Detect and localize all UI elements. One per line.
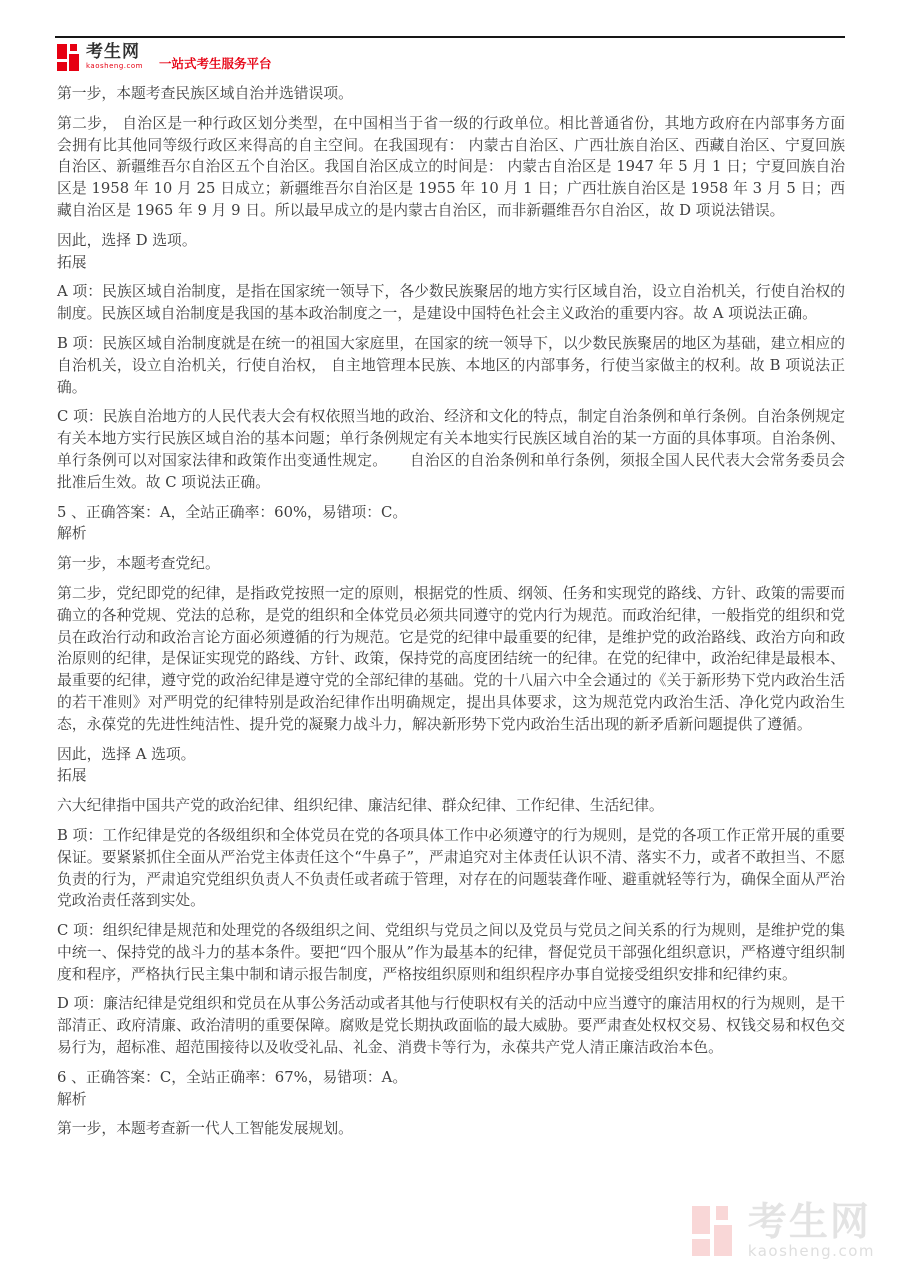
section-label: 解析 bbox=[57, 1090, 87, 1108]
logo-block bbox=[57, 44, 67, 59]
option-b-paragraph: B 项：工作纪律是党的各级组织和全体党员在党的各项具体工作中必须遵守的行为规则，是党的各项工作正常开展的重要保证。要紧紧抓住全面从严治党主体责任这个“牛鼻子”，严肃追究对主体责任认识不清、落实不力，或者不敢担当、不愿负责的行为，严肃追究党组织负责人不负责任或者疏于管理，对存在的问题装聋作哑、避重就轻等行为，确保全面从严治党政治责任落到实处。 bbox=[57, 826, 845, 910]
step2-paragraph: 第二步，党纪即党的纪律，是指政党按照一定的原则，根据党的性质、纲领、任务和实现党的路线、方针、政策的需要而确立的各种党规、党法的总称，是党的组织和全体党员必须共同遵守的党内行为规范。而政治纪律，一般指党的组织和党员在政治行动和政治言论方面必须遵循的行为规范。它是党的纪律中最重要的纪律，是维护党的政治路线、政治方向和政治原则的纪律，是保证实现党的路线、方针、政策，保持党的高度团结统一的纪律。在党的纪律中，政治纪律是最根本、最重要的纪律，遵守党的政治纪律是遵守党的全部纪律的基础。党的十八届六中全会通过的《关于新形势下党内政治生活的若干准则》对严明党的纪律特别是政治纪律作出明确规定，提出具体要求，这为规范党内政治生活、净化党内政治生态，永葆党的先进性纯洁性、提升党的凝聚力战斗力，解决新形势下党内政治生活出现的新矛盾新问题提供了遵循。 bbox=[57, 584, 845, 733]
option-c-paragraph: C 项：民族自治地方的人民代表大会有权依照当地的政治、经济和文化的特点，制定自治条例和单行条例。自治条例规定有关本地方实行民族区域自治的基本问题；单行条例规定有关本地实行民族区域自治的某一方面的具体事项。自治条例、单行条例可以对国家法律和政策作出变通性规定。 自治区的自治条例和单行条例，须报全国人民代表大会常务委员会批准后生效。故 C 项说法正确。 bbox=[57, 408, 845, 491]
conclusion-block bbox=[57, 744, 845, 788]
option-c-paragraph: C 项：组织纪律是规范和处理党的各级组织之间、党组织与党员之间以及党员与党员之间关系的行为规则，是维护党的集中统一、保持党的战斗力的基本条件。要把“四个服从”作为最基本的纪律，督促党员干部强化组织意识，严格遵守组织制度和程序，严格执行民主集中制和请示报告制度，严格按组织原则和组织程序办事自觉接受组织安排和纪律约束。 bbox=[57, 922, 845, 983]
brand-domain: kaosheng.com bbox=[86, 62, 143, 70]
kaosheng-watermark bbox=[692, 1200, 875, 1260]
logo-block bbox=[70, 44, 77, 51]
step1-paragraph: 第一步，本题考查党纪。 bbox=[57, 555, 220, 573]
logo-block bbox=[69, 54, 79, 71]
step1-paragraph: 第一步，本题考查民族区域自治并选错误项。 bbox=[57, 85, 353, 102]
option-a-paragraph: A 项：民族区域自治制度，是指在国家统一领导下，各少数民族聚居的地方实行区域自治，设立自治机关，行使自治权的制度。民族区域自治制度是我国的基本政治制度之一，是建设中国特色社会主义政治的重要内容。故 A 项说法正确。 bbox=[57, 283, 845, 323]
logo-block bbox=[714, 1225, 732, 1257]
logo-block bbox=[692, 1206, 710, 1234]
question6-answer-block bbox=[57, 1067, 845, 1111]
logo-block bbox=[716, 1206, 728, 1220]
logo-text bbox=[86, 43, 143, 70]
kaosheng-logo-icon-watermark bbox=[692, 1206, 736, 1256]
answer-line: 6 、正确答案：C，全站正确率：67%，易错项：A。 bbox=[57, 1068, 408, 1086]
question5-answer-block bbox=[57, 502, 845, 546]
answer-line: 因此，选择 A 选项。 bbox=[57, 745, 196, 763]
watermark-domain: kaosheng.com bbox=[747, 1242, 875, 1260]
brand-tagline: 一站式考生服务平台 bbox=[158, 56, 272, 71]
option-b-paragraph: B 项：民族区域自治制度就是在统一的祖国大家庭里，在国家的统一领导下，以少数民族聚居的地区为基础，建立相应的自治机关，设立自治机关，行使自治权， 自主地管理本民族、本地区的内部事务，行使当家做主的权利。故 B 项说法正确。 bbox=[57, 334, 845, 396]
section-label: 拓展 bbox=[57, 767, 87, 785]
watermark-text bbox=[747, 1200, 875, 1260]
section-label: 拓展 bbox=[57, 253, 87, 271]
step2-paragraph: 第二步， 自治区是一种行政区划分类型，在中国相当于省一级的行政单位。相比普通省份，其地方政府在内部事务方面会拥有比其他同等级行政区来得高的自主空间。在我国现有： 内蒙古自治区、广西壮族自治区、西藏自治区、宁夏回族自治区、新疆维吾尔自治区五个自治区。我国自治区成立的时间是： 内蒙古自治区是 1947 年 5 月 1 日；宁夏回族自治区是 1958 年 10 月 25 日成立；新疆维吾尔自治区是 1955 年 10 月 1 日；广西壮族自治区是 1958 年 3 月 5 日；西藏自治区是 1965 年 9 月 9 日。所以最早成立的是内蒙古自治区，而非新疆维吾尔自治区，故 D 项说法错误。 bbox=[57, 114, 845, 219]
kaosheng-logo-icon bbox=[57, 44, 81, 71]
answer-line: 5 、正确答案：A，全站正确率：60%，易错项：C。 bbox=[57, 503, 408, 521]
step1-paragraph: 第一步，本题考查新一代人工智能发展规划。 bbox=[57, 1120, 353, 1138]
logo-block bbox=[57, 62, 67, 71]
header-divider bbox=[55, 36, 845, 38]
option-d-paragraph: D 项：廉洁纪律是党组织和党员在从事公务活动或者其他与行使职权有关的活动中应当遵守的廉洁用权的行为规则，是干部清正、政府清廉、政治清明的重要保障。腐败是党长期执政面临的最大威胁。要严肃查处权权交易、权钱交易和权色交易行为，超标准、超范围接待以及收受礼品、礼金、消费卡等行为，永葆共产党人清正廉洁政治本色。 bbox=[57, 995, 845, 1057]
six-disciplines-paragraph: 六大纪律指中国共产党的政治纪律、组织纪律、廉洁纪律、群众纪律、工作纪律、生活纪律。 bbox=[57, 797, 664, 815]
answer-line: 因此，选择 D 选项。 bbox=[57, 231, 197, 249]
section-label: 解析 bbox=[57, 525, 87, 543]
kaosheng-logo bbox=[57, 43, 845, 75]
site-header bbox=[0, 36, 900, 75]
conclusion-block bbox=[57, 230, 845, 274]
document-body bbox=[57, 83, 845, 1140]
watermark-brand: 考生网 bbox=[747, 1200, 871, 1245]
logo-block bbox=[692, 1239, 710, 1256]
brand-name: 考生网 bbox=[86, 42, 140, 62]
